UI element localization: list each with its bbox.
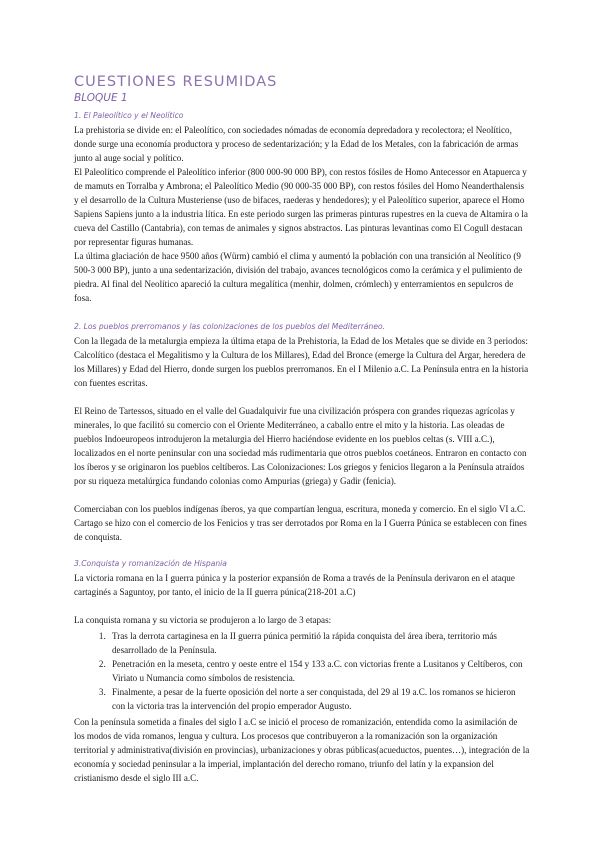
section-1-heading: 1. El Paleolítico y el Neolítico [74,111,184,120]
section-3-heading: 3.Conquista y romanización de Hispania [74,559,227,568]
list-item: 2. Penetración en la meseta, centro y oeste entre el 154 y 133 a.C. con victorias frente a Lusitanos y Celtíberos, con Viriato u Numancia como símbolos de resistencia. [108,657,530,685]
section-1-paragraph-3: La última glaciación de hace 9500 años (Würm) cambió el clima y aumentó la población con una transición al Neolítico (9 500-3 000 BP), junto a una sedentarización, división del trabajo, avances tecnológicos como la cerámica y el pulimiento de piedra. Al final del Neolítico apareció la cultura megalítica (menhir, dolmen, crómlech) y enterramientos en sepulcros de fosa. [74,251,523,303]
section-2-heading: 2. Los pueblos prerromanos y las colonizaciones de los pueblos del Mediterráneo. [74,322,386,331]
section-3-paragraph-2: La conquista romana y su victoria se produjeron a lo largo de 3 etapas: [74,615,332,625]
list-item: 1. Tras la derrota cartaginesa en la II guerra púnica permitió la rápida conquista del área íbera, territorio más desarrollado de la Península. [108,629,530,657]
section-3-paragraph-3: Con la península sometida a finales del siglo I a.C se inició el proceso de romanización, entendida como la asimilación de los modos de vida romanos, lengua y cultura. Los procesos que contribuyeron a la romanización son la organización territorial y administrativa(división en provincias), urbanizaciones y obras públicas(acueductos, puentes…), integración de la economía y sociedad peninsular a la imperial, implantación del derecho romano, triunfo del latín y la expansion del cristianismo desde el siglo III a.C. [74,717,530,783]
section-1-paragraph-1: La prehistoria se divide en: el Paleolítico, con sociedades nómadas de economía depredadora y recolectora; el Neolítico, donde surge una economía productora y proceso de sedentarización; y la Edad de los Metales, con la fabricación de armas junto al auge social y político. [74,125,519,163]
section-3-paragraph-1: La victoria romana en la I guerra púnica y la posterior expansión de Roma a través de la Península derivaron en el ataque cartaginés a Saguntoy, por tanto, el inicio de la II guerra púnica(218-201 a.C) [74,573,515,597]
section-2-paragraph-1: Con la llegada de la metalurgia empieza la última etapa de la Prehistoria, la Edad de los Metales que se divide en 3 periodos: Calcolítico (destaca el Megalitismo y la Cultura de los Millares), Edad del Bronce (emerge la Cultura del Argar, heredera de los Millares) y Edad del Hierro, donde surgen los pueblos prerromanos. En el I Milenio a.C. La Península entra en la historia con fuentes escritas. [74,336,529,388]
conquest-stages-list [74,629,530,713]
section-1-paragraph-2: El Paleolítico comprende el Paleolítico inferior (800 000-90 000 BP), con restos fósiles de Homo Antecessor en Atapuerca y de mamuts en Torralba y Ambrona; el Paleolítico Medio (90 000-35 000 BP), con restos fósiles del Homo Neanderthalensis y el desarrollo de la Cultura Musteriense (uso de bifaces, raederas y hendedores); y el Paleolítico superior, aparece el Homo Sapiens Sapiens junto a la industria lítica. En este periodo surgen las primeras pinturas rupestres en la cueva de Altamira o la cueva del Castillo (Cantabria), con temas de animales y signos abstractos. Las pinturas levantinas como El Cogull destacan por representar figuras humanas. [74,167,528,247]
list-item: 3. Finalmente, a pesar de la fuerte oposición del norte a ser conquistada, del 29 al 19 a.C. los romanos se hicieron con la victoria tras la intervención del propio emperador Augusto. [108,685,530,713]
document-title: CUESTIONES RESUMIDAS [74,74,278,90]
section-2-paragraph-3: Comerciaban con los pueblos indígenas íberos, ya que compartían lengua, escritura, moneda y comercio. En el siglo VI a.C. Cartago se hizo con el comercio de los Fenicios y tras ser derrotados por Roma en la I Guerra Púnica se establecen con fines de conquista. [74,504,527,542]
block-title: BLOQUE 1 [74,92,128,104]
section-2-paragraph-2: El Reino de Tartessos, situado en el valle del Guadalquivir fue una civilización próspera con grandes riquezas agrícolas y minerales, lo que facilitó su comercio con el Oriente Mediterráneo, a caballo entre el mito y la historia. Las oleadas de pueblos Indoeuropeos introdujeron la metalurgia del Hierro haciéndose evidente en los pueblos celtas (s. VIII a.C.), localizados en el norte peninsular con una sociedad más rudimentaria que otros pueblos coetáneos. Entraron en contacto con los íberos y se originaron los pueblos celtíberos. Las Colonizaciones: Los griegos y fenicios llegaron a la Península atraídos por su riqueza metalúrgica fundando colonias como Ampurias (griega) y Gadir (fenicia). [74,406,527,486]
